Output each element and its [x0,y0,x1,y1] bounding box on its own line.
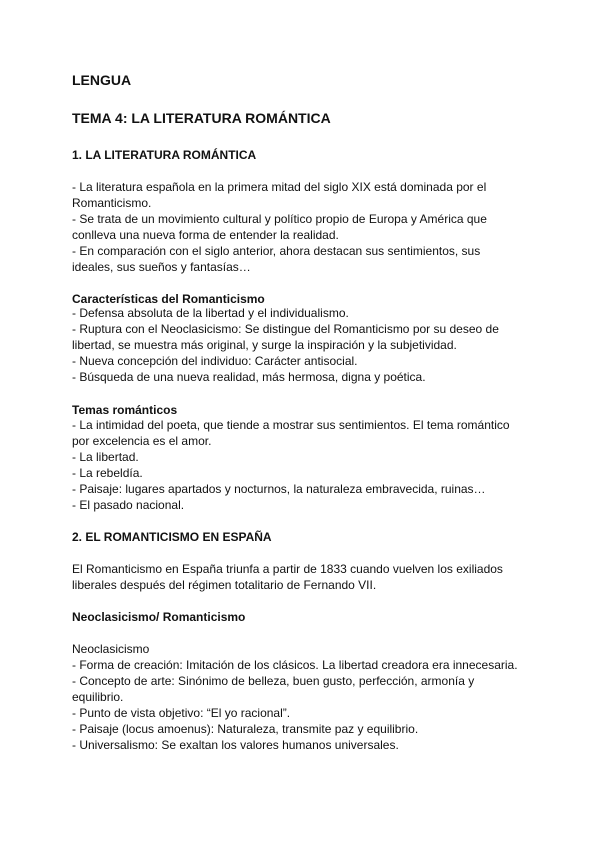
list-item: - Forma de creación: Imitación de los clásicos. La libertad creadora era innecesaria. [72,658,518,672]
paragraph-line: liberales después del régimen totalitario de Fernando VII. [72,578,377,592]
list-item: por excelencia es el amor. [72,434,212,448]
list-item: - La intimidad del poeta, que tiende a mostrar sus sentimientos. El tema romántico [72,418,510,432]
list-item: - Punto de vista objetivo: “El yo racional”. [72,706,291,720]
themes-heading: Temas románticos [72,403,178,417]
paragraph-line: - Se trata de un movimiento cultural y político propio de Europa y América que [72,212,487,226]
list-item: - Universalismo: Se exaltan los valores humanos universales. [72,738,399,752]
section-1-heading: 1. LA LITERATURA ROMÁNTICA [72,148,257,162]
list-item: - El pasado nacional. [72,498,185,512]
topic-title: TEMA 4: LA LITERATURA ROMÁNTICA [72,110,331,126]
list-item: - Búsqueda de una nueva realidad, más hermosa, digna y poética. [72,370,426,384]
neoclassicism-list [72,657,542,753]
paragraph-line: El Romanticismo en España triunfa a partir de 1833 cuando vuelven los exiliados [72,562,503,576]
neoclassicism-label: Neoclasicismo [72,642,150,656]
paragraph-line: ideales, sus sueños y fantasías… [72,260,251,274]
paragraph-line: - La literatura española en la primera mitad del siglo XIX está dominada por el [72,180,487,194]
list-item: - Paisaje (locus amoenus): Naturaleza, transmite paz y equilibrio. [72,722,419,736]
list-item: - Concepto de arte: Sinónimo de belleza, buen gusto, perfección, armonía y [72,674,475,688]
section-2-heading: 2. EL ROMANTICISMO EN ESPAÑA [72,530,272,544]
paragraph-line: Romanticismo. [72,196,152,210]
characteristics-heading: Características del Romanticismo [72,292,265,306]
list-item: equilibrio. [72,690,124,704]
list-item: - Nueva concepción del individuo: Carácter antisocial. [72,354,358,368]
list-item: - Defensa absoluta de la libertad y el individualismo. [72,306,349,320]
list-item: - Ruptura con el Neoclasicismo: Se distingue del Romanticismo por su deseo de [72,322,499,336]
paragraph-line: conlleva una nueva forma de entender la realidad. [72,228,339,242]
paragraph-line: - En comparación con el siglo anterior, ahora destacan sus sentimientos, sus [72,244,481,258]
section-1-intro [72,179,542,275]
comparison-heading: Neoclasicismo/ Romanticismo [72,610,246,624]
list-item: - La rebeldía. [72,466,143,480]
list-item: - Paisaje: lugares apartados y nocturnos, la naturaleza embravecida, ruinas… [72,482,486,496]
subject-title: LENGUA [72,72,132,88]
characteristics-list [72,305,542,385]
list-item: libertad, se muestra más original, y surge la inspiración y la subjetividad. [72,338,457,352]
list-item: - La libertad. [72,450,139,464]
themes-list [72,417,542,513]
section-2-intro [72,561,542,593]
